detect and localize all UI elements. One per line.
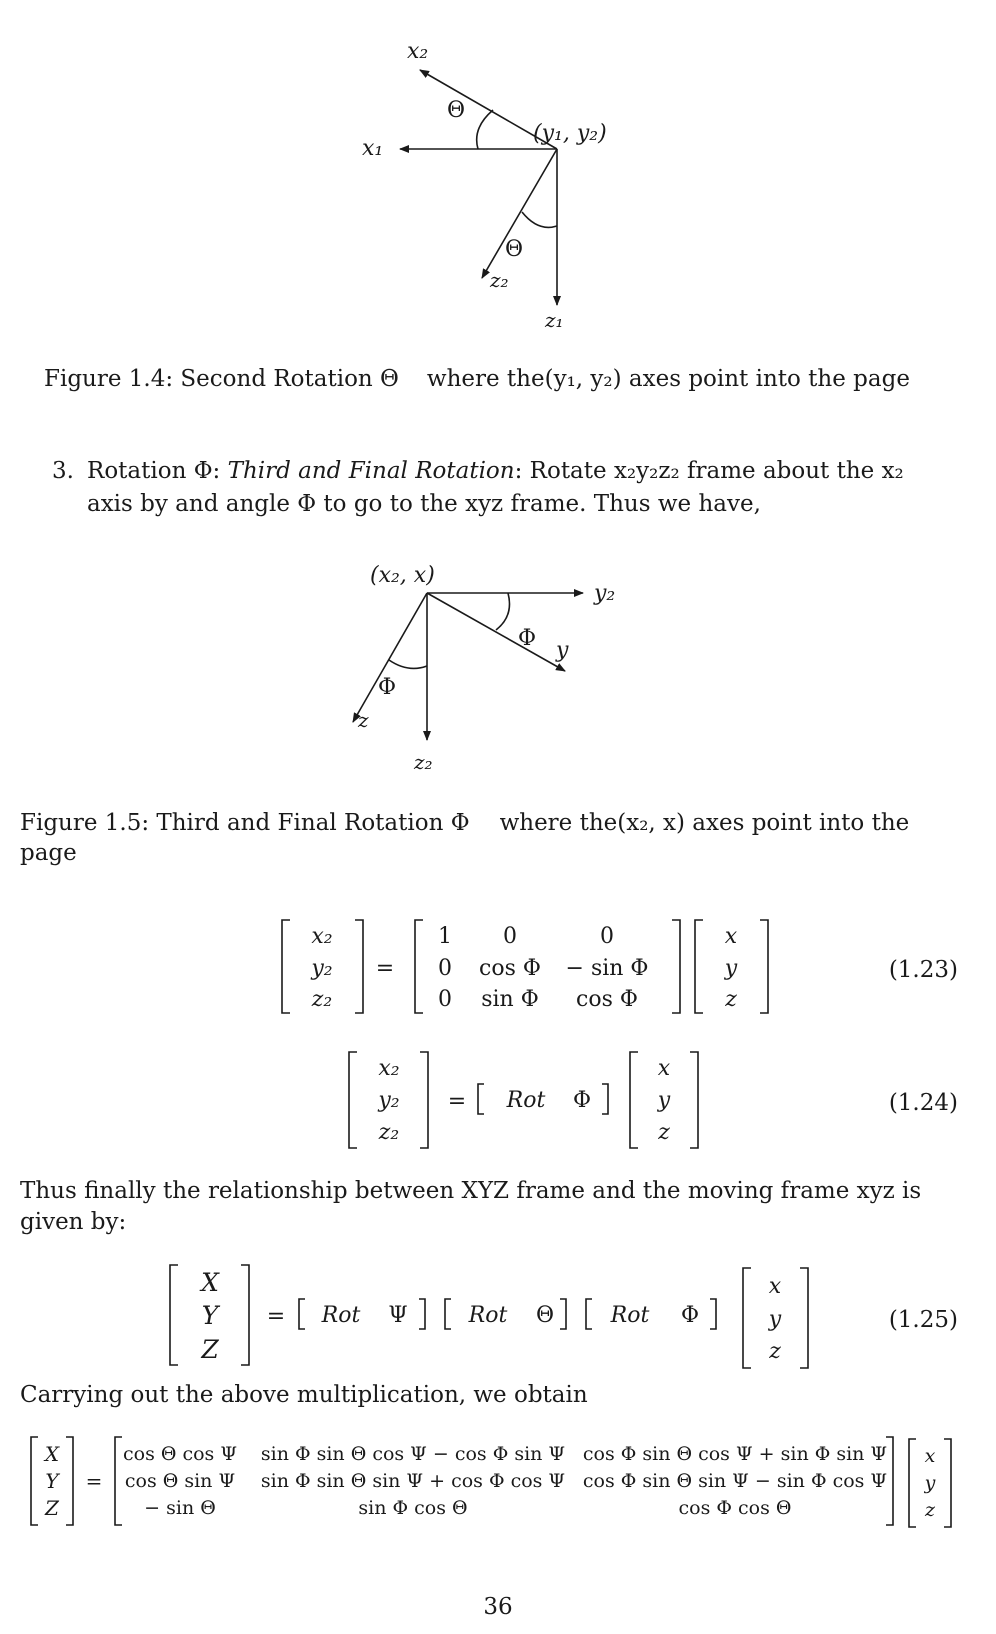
eq125-lhs-1: Y [201,1301,219,1330]
eq124-angle: Φ [572,1088,592,1113]
eq123-m-1-2: − sin Φ [565,956,649,981]
eq123-rhs-0: x [724,924,738,949]
eq125-rhs-1: y [768,1307,782,1332]
eq125-number: (1.25) [888,1307,958,1333]
label-z2: z₂ [490,268,509,292]
eq124-rhs-0: x [657,1056,671,1081]
figure-1-4-caption [44,364,944,394]
label-x2-x: (x₂, x) [370,563,435,588]
final-rhs-1: y [924,1472,936,1494]
eq125-angle-theta: Θ [535,1303,555,1328]
equation-final-matrix [0,1430,996,1540]
item-3-line-1-start: Rotation Φ: [87,458,228,484]
final-m-1-2: cos Φ sin Θ sin Ψ − sin Φ cos Ψ [582,1470,888,1492]
figure-1-5-caption-suffix: where the(x₂, x) axes point into the [499,810,910,836]
final-rhs-0: x [924,1445,936,1467]
equation-1-24 [0,1045,996,1155]
eq123-m-0-1: 0 [503,924,517,949]
label-z2-fig5: z₂ [414,750,433,774]
figure-1-4-caption-prefix: Figure 1.4: Second Rotation Θ [44,366,399,392]
final-m-0-2: cos Φ sin Θ cos Ψ + sin Φ sin Ψ [582,1443,888,1465]
eq124-rot: Rot [506,1088,546,1113]
thus-line-1: Thus finally the relationship between XYZ frame and the moving frame xyz is [20,1178,922,1204]
z-axis-line [353,593,427,722]
final-lhs-2: Z [45,1496,59,1520]
eq124-rhs-2: z [658,1120,670,1145]
figure-1-5-caption [20,808,960,868]
eq125-rot-1: Rot [321,1303,361,1328]
eq124-lhs-2: z₂ [378,1120,400,1145]
eq123-number: (1.23) [888,957,958,983]
eq124-lhs-0: x₂ [378,1056,400,1081]
item-3-line-1-italic: Third and Final Rotation [227,458,515,484]
eq123-lhs-1: y₂ [311,956,333,981]
final-m-0-0: cos Θ cos Ψ [122,1443,238,1465]
final-equals: = [85,1469,103,1493]
final-rhs-2: z [924,1499,936,1521]
eq125-lhs-0: X [201,1268,219,1297]
eq125-rhs-0: x [768,1274,782,1299]
label-phi-right: Φ [518,626,537,651]
final-m-2-1: sin Φ cos Θ [358,1497,468,1519]
eq123-rhs-2: z [725,987,737,1012]
eq123-m-1-0: 0 [438,956,452,981]
label-y2: y₂ [594,581,616,606]
eq123-m-2-0: 0 [438,987,452,1012]
eq123-m-2-1: sin Φ [481,987,539,1012]
eq123-rhs-1: y [724,956,738,981]
label-theta-top: Θ [447,98,466,123]
figure-1-5-diagram [0,540,996,780]
eq124-number: (1.24) [888,1090,958,1116]
eq123-m-0-2: 0 [600,924,614,949]
eq124-lhs-1: y₂ [378,1088,400,1113]
label-theta-bottom: Θ [505,237,524,262]
equation-1-23 [0,910,996,1020]
final-m-1-1: sin Φ sin Θ sin Ψ + cos Φ cos Ψ [260,1470,566,1492]
eq123-m-0-0: 1 [438,924,452,949]
final-lhs-0: X [44,1442,60,1466]
theta-angle-arc-top [477,110,493,149]
carrying-paragraph: Carrying out the above multiplication, we obtain [20,1382,588,1408]
figure-1-4-diagram [0,0,996,340]
eq123-m-2-2: cos Φ [576,987,638,1012]
eq125-rot-3: Rot [610,1303,650,1328]
phi-angle-arc-right [496,593,510,630]
figure-1-5-caption-line-2: page [20,840,77,866]
eq123-lhs-0: x₂ [311,924,333,949]
label-y: y [556,638,569,663]
eq125-angle-phi: Φ [680,1303,700,1328]
final-lhs-1: Y [45,1469,59,1493]
eq124-rhs-1: y [657,1088,671,1113]
final-m-2-0: − sin Θ [144,1497,216,1519]
eq123-m-1-1: cos Φ [479,956,541,981]
theta-angle-arc-bottom [522,212,557,227]
y-axis-line [427,593,565,671]
item-3-number: 3. [52,458,74,484]
equation-1-25 [0,1258,996,1373]
page-number: 36 [483,1594,513,1620]
label-z: z [358,708,369,732]
eq125-angle-psi: Ψ [388,1303,408,1328]
label-phi-left: Φ [378,675,397,700]
label-x1: x₁ [362,136,384,161]
item-3-line-1 [87,456,904,487]
label-z1: z₁ [545,308,564,332]
label-y1-y2: (y₁, y₂) [533,121,607,146]
item-3-line-2: axis by and angle Φ to go to the xyz frame. Thus we have, [87,491,761,517]
figure-1-4-caption-suffix: where the(y₁, y₂) axes point into the page [426,366,910,392]
final-m-2-2: cos Φ cos Θ [678,1497,792,1519]
eq125-rhs-2: z [769,1339,781,1364]
eq125-rot-2: Rot [468,1303,508,1328]
final-m-0-1: sin Φ sin Θ cos Ψ − cos Φ sin Ψ [260,1443,566,1465]
eq125-equals: = [266,1304,286,1329]
label-x2: x₂ [407,39,429,64]
thus-line-2: given by: [20,1209,127,1235]
eq124-equals: = [447,1089,467,1114]
eq123-lhs-2: z₂ [311,987,333,1012]
thus-paragraph [20,1176,970,1238]
final-m-1-0: cos Θ sin Ψ [124,1470,236,1492]
eq123-equals: = [375,956,395,981]
phi-angle-arc-left [389,660,427,668]
figure-1-5-caption-prefix: Figure 1.5: Third and Final Rotation Φ [20,810,470,836]
eq125-lhs-2: Z [201,1335,219,1364]
item-3-line-1-end: : Rotate x₂y₂z₂ frame about the x₂ [514,458,904,484]
